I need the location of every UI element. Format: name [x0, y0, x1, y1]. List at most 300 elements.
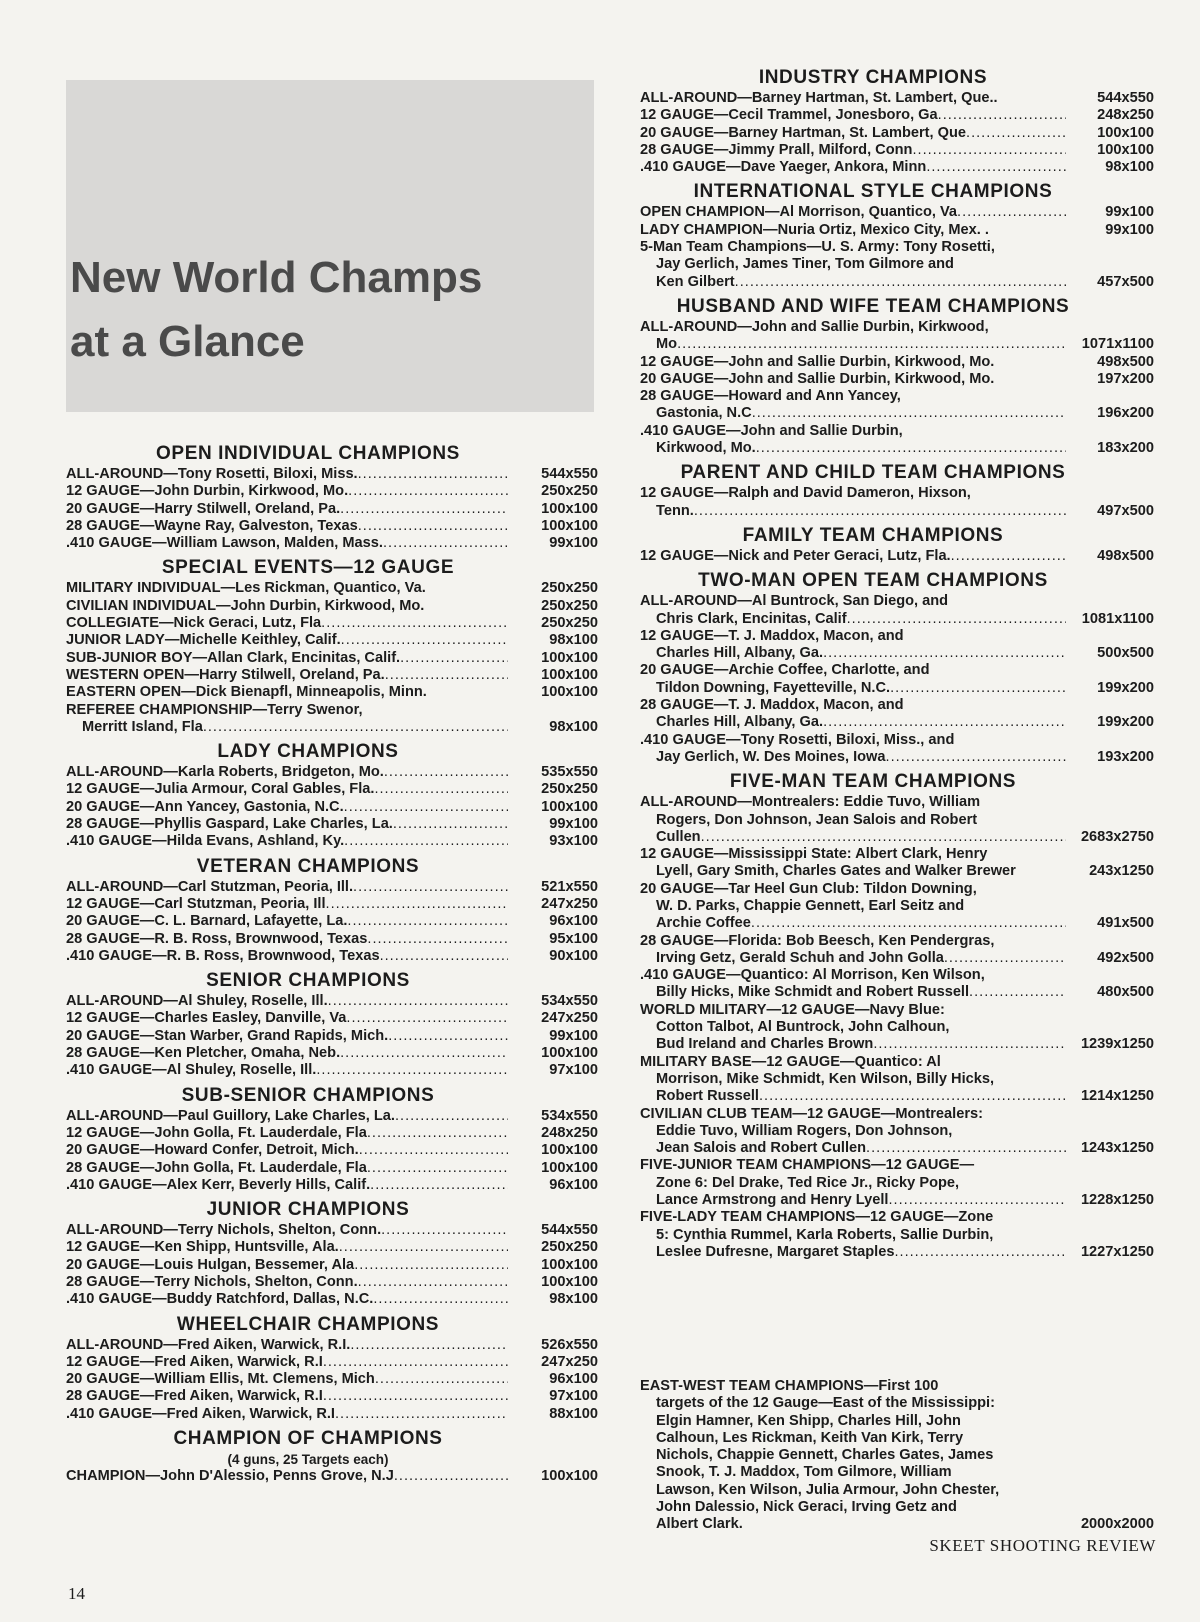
- entry-text: [66, 913, 508, 930]
- entry-line-text: Robert Russell: [656, 1088, 759, 1105]
- entry-text: [640, 662, 1066, 697]
- entry-line: [640, 1244, 1066, 1261]
- entry-line: [66, 632, 508, 649]
- leader-dots: [951, 548, 1066, 565]
- entry-line: [66, 466, 508, 483]
- entry-score: 90x100: [549, 947, 598, 964]
- entry-row: [66, 615, 598, 632]
- leader-dots: [374, 781, 508, 798]
- entry-line: [640, 336, 1066, 353]
- entry-line-text: Bud Ireland and Charles Brown: [656, 1036, 874, 1053]
- entry-line: [640, 829, 1066, 846]
- entry-text: [66, 702, 508, 737]
- entry-row: [66, 879, 598, 896]
- entry-text: [66, 684, 508, 701]
- entry-line-text: 20 GAUGE—C. L. Barnard, Lafayette, La.: [66, 913, 348, 930]
- entry-score: 534x550: [541, 993, 598, 1010]
- entry-text: [66, 1257, 508, 1274]
- entry-row: [640, 732, 1154, 767]
- entry-line-text: ALL-AROUND—Karla Roberts, Bridgeton, Mo.: [66, 764, 384, 781]
- entry-row: [640, 846, 1154, 881]
- entry-line-text: 12 GAUGE—Charles Easley, Danville, Va: [66, 1010, 347, 1027]
- entry-score: 100x100: [541, 684, 598, 701]
- entry-score: 100x100: [541, 649, 598, 666]
- entry-row: [640, 548, 1154, 565]
- magazine-name: SKEET SHOOTING REVIEW: [929, 1536, 1156, 1555]
- entry-score: 544x550: [541, 1222, 598, 1239]
- entry-text: [66, 1337, 508, 1354]
- entry-line-text: 12 GAUGE—Ken Shipp, Huntsville, Ala.: [66, 1239, 339, 1256]
- entry-row: [66, 931, 598, 948]
- entry-score: 100x100: [541, 500, 598, 517]
- leader-dots: [359, 1142, 508, 1159]
- entry-text: [640, 1106, 1066, 1158]
- entry-line: [640, 1140, 1066, 1157]
- entry-text: [640, 593, 1066, 628]
- leader-dots: [400, 650, 508, 667]
- entry-text: [66, 1045, 508, 1062]
- entry-score: 99x100: [549, 535, 598, 552]
- entry-row: [66, 501, 598, 518]
- entry-line: [66, 667, 508, 684]
- leader-dots: [367, 1125, 508, 1142]
- entry-line: [66, 896, 508, 913]
- entry-text: [66, 1010, 508, 1027]
- entry-score: 534x550: [541, 1107, 598, 1124]
- entry-score: 199x200: [1097, 714, 1154, 731]
- entry-line: MILITARY INDIVIDUAL—Les Rickman, Quantico, Va.: [66, 580, 426, 597]
- entry-text: [640, 548, 1066, 565]
- section-subtitle: (4 guns, 25 Targets each): [227, 1452, 389, 1468]
- section: [640, 66, 1154, 176]
- entry-text: [640, 1054, 1066, 1106]
- entry-line-text: Jay Gerlich, W. Des Moines, Iowa: [656, 748, 886, 765]
- section: [66, 442, 598, 552]
- entry-text: [66, 1468, 508, 1485]
- entry-score: 521x550: [541, 878, 598, 895]
- entry-row: [640, 222, 1154, 239]
- section: [66, 740, 598, 850]
- entry-line-text: Lance Armstrong and Henry Lyell: [656, 1192, 889, 1209]
- entry-line-text: 12 GAUGE—Nick and Peter Geraci, Lutz, Fla.: [640, 547, 951, 564]
- entry-row: [640, 159, 1154, 176]
- entry-line: 28 GAUGE—Florida: Bob Beesch, Ken Pendergras,: [640, 932, 995, 949]
- entry-line: [66, 1257, 508, 1274]
- entry-line-text: 20 GAUGE—Louis Hulgan, Bessemer, Ala: [66, 1256, 355, 1273]
- entry-score: 196x200: [1097, 405, 1154, 422]
- entry-line: Cotton Talbot, Al Buntrock, John Calhoun,: [656, 1019, 950, 1036]
- leader-dots: [752, 405, 1066, 422]
- entry-row: [640, 354, 1154, 371]
- leader-dots: [341, 632, 508, 649]
- entry-score: 1228x1250: [1080, 1192, 1154, 1209]
- entry-text: [640, 90, 1066, 107]
- entry-text: [66, 518, 508, 535]
- entry-row: [640, 90, 1154, 107]
- leader-dots: [751, 915, 1066, 932]
- entry-score: 250x250: [541, 615, 598, 632]
- entry-row: [640, 593, 1154, 628]
- entry-score: 1081x1100: [1081, 610, 1154, 627]
- entry-text: [66, 615, 508, 632]
- entry-line: [66, 1388, 508, 1405]
- entry-line-text: 28 GAUGE—Terry Nichols, Shelton, Conn.: [66, 1273, 358, 1290]
- leader-dots: [326, 896, 508, 913]
- entry-line-text: 28 GAUGE—Fred Aiken, Warwick, R.I: [66, 1388, 323, 1405]
- entry-line: [640, 714, 1066, 731]
- entry-score: 100x100: [541, 517, 598, 534]
- entry-line: EASTERN OPEN—Dick Bienapfl, Minneapolis, Minn.: [66, 684, 427, 701]
- entry-line-text: 20 GAUGE—Howard Confer, Detroit, Mich.: [66, 1142, 359, 1159]
- entry-line: [66, 993, 508, 1010]
- entry-score: 2000x2000: [1080, 1516, 1154, 1533]
- entry-text: [640, 967, 1066, 1002]
- section-title: SUB-SENIOR CHAMPIONS: [181, 1084, 435, 1106]
- entry-row: [66, 466, 598, 483]
- leader-dots: [384, 764, 508, 781]
- entry-line: Snook, T. J. Maddox, Tom Gilmore, William: [656, 1464, 952, 1481]
- entry-score: 247x250: [541, 1353, 598, 1370]
- section: [66, 1084, 598, 1194]
- section: [66, 855, 598, 965]
- section: [66, 969, 598, 1079]
- entry-line: 5: Cynthia Rummel, Karla Roberts, Sallie Durbin,: [656, 1226, 994, 1243]
- entry-score: 98x100: [549, 1291, 598, 1308]
- entry-line-text: Chris Clark, Encinitas, Calif: [656, 610, 847, 627]
- entry-row: [66, 667, 598, 684]
- entry-line: [640, 645, 1066, 662]
- entry-text: [640, 354, 1066, 371]
- entry-score: 183x200: [1097, 440, 1154, 457]
- entry-score: 100x100: [541, 1142, 598, 1159]
- entry-line: [640, 1192, 1066, 1209]
- entry-line: Lyell, Gary Smith, Charles Gates and Walker Brewer: [656, 863, 1016, 880]
- section-title: CHAMPION OF CHAMPIONS: [173, 1428, 443, 1450]
- entry-row: [66, 1222, 598, 1239]
- entry-score: 97x100: [549, 1062, 598, 1079]
- entry-score: 197x200: [1097, 370, 1154, 387]
- leader-dots: [388, 1028, 508, 1045]
- entry-line: ALL-AROUND—John and Sallie Durbin, Kirkwood,: [640, 318, 989, 335]
- leader-dots: [323, 1354, 508, 1371]
- entry-text: [640, 125, 1066, 142]
- entry-line: [640, 611, 1066, 628]
- section-title: INDUSTRY CHAMPIONS: [758, 67, 988, 88]
- entry-line: [640, 204, 1066, 221]
- entry-line: [66, 1291, 508, 1308]
- entry-row: [66, 1257, 598, 1274]
- entry-text: [640, 881, 1066, 933]
- entry-line: Zone 6: Del Drake, Ted Rice Jr., Ricky Pope,: [656, 1174, 960, 1191]
- entry-text: [66, 1142, 508, 1159]
- entry-line-text: Mo: [656, 336, 678, 353]
- entry-line: Eddie Tuvo, William Rogers, Don Johnson,: [656, 1122, 953, 1139]
- entry-text: [66, 1239, 508, 1256]
- entry-text: [640, 371, 1066, 388]
- entry-text: [66, 632, 508, 649]
- leader-dots: [353, 879, 508, 896]
- entry-line: 20 GAUGE—Archie Coffee, Charlotte, and: [640, 662, 930, 679]
- entry-row: [66, 764, 598, 781]
- entry-row: [66, 1468, 598, 1485]
- entry-line: [66, 719, 508, 736]
- entry-row: [640, 1157, 1154, 1209]
- entry-text: [66, 764, 508, 781]
- leader-dots: [346, 1010, 508, 1027]
- entry-line: [66, 879, 508, 896]
- entry-score: 199x200: [1097, 679, 1154, 696]
- entry-line: Jay Gerlich, James Tiner, Tom Gilmore and: [656, 256, 954, 273]
- leader-dots: [823, 645, 1066, 662]
- entry-row: [66, 483, 598, 500]
- section-title: WHEELCHAIR CHAMPIONS: [176, 1313, 440, 1335]
- entry-text: [640, 933, 1066, 968]
- entry-line: [66, 931, 508, 948]
- entry-score: 250x250: [541, 483, 598, 500]
- entry-score: 97x100: [549, 1388, 598, 1405]
- leader-dots: [381, 1222, 508, 1239]
- entry-score: 98x100: [1105, 159, 1154, 176]
- leader-dots: [344, 833, 508, 850]
- entry-text: [640, 319, 1066, 354]
- entry-score: 247x250: [541, 1010, 598, 1027]
- entry-line: [66, 1468, 508, 1485]
- entry-score: 99x100: [549, 1027, 598, 1044]
- entry-line: [640, 680, 1066, 697]
- entry-line: 5-Man Team Champions—U. S. Army: Tony Rosetti,: [640, 239, 995, 256]
- entry-text: [66, 1274, 508, 1291]
- entry-line: 12 GAUGE—T. J. Maddox, Macon, and: [640, 627, 904, 644]
- entry-line: [640, 548, 1066, 565]
- page-number: 14: [68, 1584, 85, 1603]
- entry-row: [66, 993, 598, 1010]
- entry-line: 20 GAUGE—John and Sallie Durbin, Kirkwood, Mo.: [640, 370, 995, 387]
- entry-score: 248x250: [1097, 107, 1154, 124]
- entry-text: [640, 1002, 1066, 1054]
- entry-text: [66, 1160, 508, 1177]
- entry-line: [640, 950, 1066, 967]
- entry-line: [66, 948, 508, 965]
- entry-line: Morrison, Mike Schmidt, Ken Wilson, Billy Hicks,: [656, 1070, 995, 1087]
- entry-line: ALL-AROUND—Montrealers: Eddie Tuvo, William: [640, 794, 981, 811]
- entry-row: [66, 1062, 598, 1079]
- entry-line: .410 GAUGE—John and Sallie Durbin,: [640, 422, 903, 439]
- entry-line-text: Irving Getz, Gerald Schuh and John Golla: [656, 949, 944, 966]
- entry-line: Calhoun, Les Rickman, Keith Van Kirk, Terry: [656, 1429, 964, 1446]
- leader-dots: [912, 142, 1066, 159]
- entry-line: [640, 125, 1066, 142]
- entry-line-text: Archie Coffee: [656, 915, 751, 932]
- section: [640, 461, 1154, 520]
- entry-line-text: 20 GAUGE—William Ellis, Mt. Clemens, Mich: [66, 1371, 375, 1388]
- entry-text: [66, 931, 508, 948]
- leader-dots: [335, 1406, 508, 1423]
- entry-line-text: SUB-JUNIOR BOY—Allan Clark, Encinitas, Calif.: [66, 649, 401, 666]
- entry-text: [640, 107, 1066, 124]
- section-title: SPECIAL EVENTS—12 GAUGE: [161, 557, 455, 579]
- entry-line-text: 12 GAUGE—Julia Armour, Coral Gables, Fla.: [66, 781, 375, 798]
- entry-line: W. D. Parks, Chappie Gennett, Earl Seitz and: [656, 897, 965, 914]
- entry-line: [66, 650, 508, 667]
- entry-line: .410 GAUGE—Tony Rosetti, Biloxi, Miss., and: [640, 731, 955, 748]
- section-title: FAMILY TEAM CHAMPIONS: [742, 524, 1004, 546]
- entry-text: [640, 485, 1066, 520]
- entry-line: targets of the 12 Gauge—East of the Mississippi:: [656, 1395, 995, 1412]
- leader-dots: [339, 1239, 508, 1256]
- section: [640, 569, 1154, 766]
- entry-score: 93x100: [549, 833, 598, 850]
- entry-line: 12 GAUGE—Mississippi State: Albert Clark, Henry: [640, 846, 988, 863]
- section-title: JUNIOR CHAMPIONS: [206, 1199, 410, 1221]
- entry-row: [640, 1106, 1154, 1158]
- entry-line-text: 28 GAUGE—Jimmy Prall, Milford, Conn: [640, 141, 913, 158]
- entry-row: [640, 142, 1154, 159]
- entry-text: [640, 423, 1066, 458]
- entry-score: 96x100: [549, 913, 598, 930]
- entry-text: [640, 159, 1066, 176]
- leader-dots: [348, 483, 508, 500]
- entry-row: [66, 1108, 598, 1125]
- leader-dots: [328, 993, 508, 1010]
- entry-line-text: 12 GAUGE—Fred Aiken, Warwick, R.I: [66, 1353, 323, 1370]
- entry-text: [640, 222, 1066, 239]
- entry-text: [640, 388, 1066, 423]
- leader-dots: [367, 1160, 508, 1177]
- entry-line-text: Charles Hill, Albany, Ga.: [656, 645, 824, 662]
- entry-line: 12 GAUGE—John and Sallie Durbin, Kirkwood, Mo.: [640, 353, 995, 370]
- entry-line: [640, 1036, 1066, 1053]
- entry-text: [66, 667, 508, 684]
- entry-line-text: 20 GAUGE—Stan Warber, Grand Rapids, Mich.: [66, 1027, 389, 1044]
- entry-row: [66, 650, 598, 667]
- entry-line: [66, 1354, 508, 1371]
- entry-row: [640, 967, 1154, 1002]
- entry-line-text: 20 GAUGE—Barney Hartman, St. Lambert, Que: [640, 124, 967, 141]
- entry-text: [66, 1177, 508, 1194]
- entry-score: 498x500: [1097, 547, 1154, 564]
- entry-score: 492x500: [1097, 949, 1154, 966]
- entry-row: [66, 1337, 598, 1354]
- entry-line-text: Tenn.: [656, 502, 694, 519]
- entry-text: [66, 1222, 508, 1239]
- headline-line-2: at a Glance: [70, 317, 305, 366]
- entry-row: [66, 816, 598, 833]
- entry-text: [640, 628, 1066, 663]
- entry-line: [66, 483, 508, 500]
- entry-row: [640, 423, 1154, 458]
- entry-line: [640, 274, 1066, 291]
- section-title: VETERAN CHAMPIONS: [196, 855, 420, 877]
- entry-text: [66, 1125, 508, 1142]
- entry-text: [66, 535, 508, 552]
- leader-dots: [358, 1274, 508, 1291]
- entry-line-text: 28 GAUGE—R. B. Ross, Brownwood, Texas: [66, 930, 368, 947]
- leader-dots: [759, 1088, 1066, 1105]
- entry-score: 250x250: [541, 781, 598, 798]
- entry-line: Elgin Hamner, Ken Shipp, Charles Hill, John: [656, 1412, 961, 1429]
- entry-score: 88x100: [549, 1405, 598, 1422]
- section: [66, 1313, 598, 1423]
- entry-line: FIVE-LADY TEAM CHAMPIONS—12 GAUGE—Zone: [640, 1209, 994, 1226]
- entry-line: Albert Clark.: [656, 1516, 743, 1533]
- entry-line: Nichols, Chappie Gennett, Charles Gates, James: [656, 1447, 994, 1464]
- page-headline: [70, 246, 482, 374]
- entry-line-text: .410 GAUGE—Al Shuley, Roselle, Ill.: [66, 1062, 317, 1079]
- entry-line-text: 12 GAUGE—Cecil Trammel, Jonesboro, Ga: [640, 107, 938, 124]
- entry-line: [66, 1177, 508, 1194]
- entry-score: 491x500: [1097, 915, 1154, 932]
- entry-text: [66, 1291, 508, 1308]
- entry-line: 20 GAUGE—Tar Heel Gun Club: Tildon Downing,: [640, 880, 977, 897]
- leader-dots: [888, 1192, 1066, 1209]
- leader-dots: [393, 816, 508, 833]
- entry-line: Rogers, Don Johnson, Jean Salois and Robert: [656, 811, 978, 828]
- entry-text: [66, 501, 508, 518]
- east-west-entry: [640, 1378, 1154, 1534]
- entry-line-text: 28 GAUGE—John Golla, Ft. Lauderdale, Fla: [66, 1159, 367, 1176]
- leader-dots: [375, 1371, 508, 1388]
- entry-line-text: 12 GAUGE—John Golla, Ft. Lauderdale, Fla: [66, 1124, 367, 1141]
- entry-line: CIVILIAN INDIVIDUAL—John Durbin, Kirkwood, Mo.: [66, 597, 425, 614]
- entry-text: [66, 483, 508, 500]
- entry-row: [640, 485, 1154, 520]
- entry-text: [66, 833, 508, 850]
- leader-dots: [354, 1257, 508, 1274]
- entry-score: 100x100: [541, 1273, 598, 1290]
- section-title: LADY CHAMPIONS: [217, 741, 399, 763]
- leader-dots: [938, 107, 1066, 124]
- section-title: INTERNATIONAL STYLE CHAMPIONS: [693, 181, 1053, 203]
- entry-line: [66, 1337, 508, 1354]
- entry-row: [640, 388, 1154, 423]
- entry-line: [66, 1142, 508, 1159]
- entry-line-text: COLLEGIATE—Nick Geraci, Lutz, Fla: [66, 615, 322, 632]
- entry-score: 243x1250: [1089, 863, 1154, 880]
- entry-score: 100x100: [1097, 124, 1154, 141]
- entry-row: [66, 781, 598, 798]
- entry-row: [66, 684, 598, 701]
- entry-line: [640, 749, 1066, 766]
- entry-text: [66, 879, 508, 896]
- section-title: TWO-MAN OPEN TEAM CHAMPIONS: [698, 570, 1048, 592]
- entry-text: [66, 816, 508, 833]
- section-title: SENIOR CHAMPIONS: [206, 970, 410, 992]
- entry-line: [640, 503, 1066, 520]
- entry-row: [66, 1142, 598, 1159]
- leader-dots: [886, 749, 1066, 766]
- entry-row: [66, 1125, 598, 1142]
- entry-line: [640, 107, 1066, 124]
- entry-row: [640, 319, 1154, 354]
- entry-row: [66, 580, 598, 597]
- section-title: PARENT AND CHILD TEAM CHAMPIONS: [680, 462, 1066, 484]
- entry-text: [66, 1406, 508, 1423]
- entry-score: 100x100: [541, 798, 598, 815]
- entry-score: 99x100: [1105, 221, 1154, 238]
- entry-score: 1071x1100: [1081, 336, 1154, 353]
- entry-line-text: 28 GAUGE—Phyllis Gaspard, Lake Charles, La.: [66, 816, 393, 833]
- entry-line: [66, 799, 508, 816]
- entry-line: ALL-AROUND—Al Buntrock, San Diego, and: [640, 593, 949, 610]
- entry-text: [640, 794, 1066, 846]
- entry-line-text: ALL-AROUND—Terry Nichols, Shelton, Conn.: [66, 1222, 382, 1239]
- entry-row: [66, 1274, 598, 1291]
- leader-dots: [340, 501, 508, 518]
- entry-line: 28 GAUGE—T. J. Maddox, Macon, and: [640, 697, 904, 714]
- leader-dots: [367, 931, 508, 948]
- entry-text: [640, 697, 1066, 732]
- entry-line-text: Leslee Dufresne, Margaret Staples: [656, 1243, 895, 1260]
